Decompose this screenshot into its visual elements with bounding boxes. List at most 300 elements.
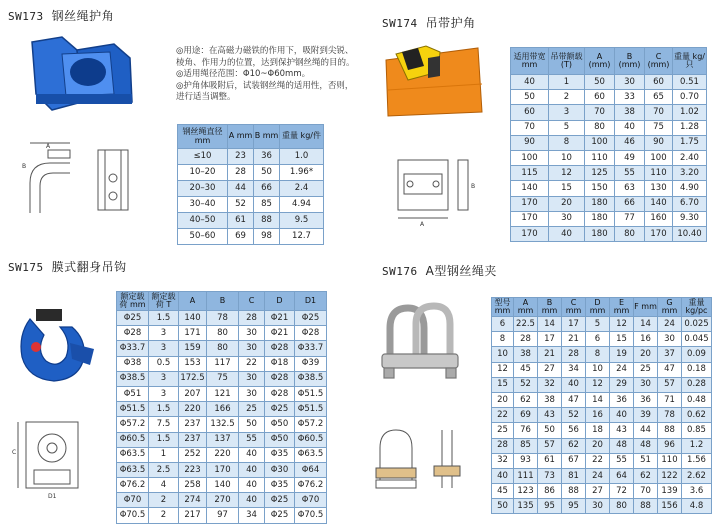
table-cell: 8 <box>586 347 610 362</box>
table-cell: 80 <box>585 120 615 135</box>
svg-text:B: B <box>22 163 27 170</box>
table-cell: Φ63.5 <box>295 447 327 462</box>
table-cell: 78 <box>658 408 682 423</box>
table-row <box>511 166 707 181</box>
table-cell: 0.025 <box>682 317 712 332</box>
table-cell: 30 <box>239 371 265 386</box>
table-cell: 65 <box>645 90 673 105</box>
table-cell: 93 <box>514 453 538 468</box>
table-cell: Φ21 <box>265 311 295 326</box>
table-row <box>117 432 327 447</box>
table-cell: 166 <box>207 402 239 417</box>
table-cell: 40 <box>562 377 586 392</box>
column-header: 重量 kg/pc <box>682 298 712 317</box>
table-cell: 30–40 <box>178 197 228 213</box>
table-cell: 100 <box>645 150 673 165</box>
table-cell: 25 <box>634 362 658 377</box>
table-cell: 19 <box>610 347 634 362</box>
table-cell: Φ33.7 <box>117 341 149 356</box>
table-cell: 15 <box>549 181 585 196</box>
table-cell: 33 <box>615 90 645 105</box>
table-cell: 1.75 <box>673 135 707 150</box>
table-cell: 45 <box>492 484 514 499</box>
table-cell: 170 <box>207 462 239 477</box>
table-cell: 29 <box>610 377 634 392</box>
table-cell: 0.70 <box>673 90 707 105</box>
table-row <box>117 493 327 508</box>
table-cell: 44 <box>634 423 658 438</box>
table-cell: 50–60 <box>178 229 228 245</box>
table-header-row <box>511 48 707 75</box>
table-cell: 37 <box>658 347 682 362</box>
table-cell: 220 <box>179 402 207 417</box>
table-cell: 73 <box>538 468 562 483</box>
svg-text:B: B <box>471 183 476 190</box>
table-cell: Φ30 <box>265 462 295 477</box>
column-header: F mm <box>634 298 658 317</box>
table-cell: 170 <box>511 226 549 241</box>
table-cell: 10 <box>549 150 585 165</box>
column-header: C (mm) <box>645 48 673 75</box>
table-cell: Φ57.2 <box>117 417 149 432</box>
table-cell: 10–20 <box>178 165 228 181</box>
table-cell: Φ25 <box>117 311 149 326</box>
table-cell: 14 <box>634 317 658 332</box>
table-cell: 170 <box>645 226 673 241</box>
column-header: 型号 mm <box>492 298 514 317</box>
sw173-table <box>177 124 324 245</box>
table-row <box>511 181 707 196</box>
table-cell: 80 <box>207 341 239 356</box>
table-row <box>492 484 712 499</box>
table-cell: Φ51.5 <box>117 402 149 417</box>
table-cell: 36 <box>634 392 658 407</box>
table-cell: 28 <box>228 165 254 181</box>
table-cell: 180 <box>585 196 615 211</box>
table-cell: Φ25 <box>265 493 295 508</box>
table-cell: 0.5 <box>149 356 179 371</box>
table-cell: 48 <box>610 438 634 453</box>
table-row <box>117 356 327 371</box>
table-cell: 97 <box>207 508 239 523</box>
table-cell: 50 <box>538 423 562 438</box>
table-cell: 88 <box>634 499 658 514</box>
table-cell: 66 <box>615 196 645 211</box>
table-cell: 98 <box>254 229 280 245</box>
table-cell: 111 <box>514 468 538 483</box>
table-cell: Φ28 <box>265 341 295 356</box>
column-header: 吊带额载 (T) <box>549 48 585 75</box>
table-cell: 40 <box>239 493 265 508</box>
table-cell: 1.56 <box>682 453 712 468</box>
table-cell: 80 <box>610 499 634 514</box>
table-row <box>492 408 712 423</box>
table-cell: 22 <box>586 453 610 468</box>
table-row <box>492 362 712 377</box>
table-cell: 48 <box>634 438 658 453</box>
table-cell: 43 <box>538 408 562 423</box>
table-cell: 223 <box>179 462 207 477</box>
table-row <box>492 453 712 468</box>
table-cell: 77 <box>615 211 645 226</box>
table-cell: 30 <box>615 75 645 90</box>
table-cell: 4.90 <box>673 181 707 196</box>
column-header: 钢丝绳直径 mm <box>178 125 228 149</box>
table-cell: 45 <box>514 362 538 377</box>
table-cell: 15 <box>492 377 514 392</box>
column-header: E mm <box>610 298 634 317</box>
table-cell: 85 <box>514 438 538 453</box>
column-header: 额定载荷 mm <box>117 292 149 311</box>
table-cell: 70 <box>634 484 658 499</box>
sw174-name: 吊带护角 <box>425 16 476 30</box>
table-cell: Φ63.5 <box>117 462 149 477</box>
sw175-code: SW175 <box>8 261 44 274</box>
table-row <box>117 417 327 432</box>
sw173-note-range: ◎适用绳径范围：Φ10~Φ60mm。 <box>176 69 311 79</box>
table-cell: 21 <box>538 347 562 362</box>
table-row <box>492 499 712 514</box>
table-cell: Φ33.7 <box>295 341 327 356</box>
table-cell: 47 <box>562 392 586 407</box>
sw176-drawing <box>372 418 474 500</box>
table-header-row <box>492 298 712 317</box>
table-cell: 88 <box>562 484 586 499</box>
sw173-note-usage: ◎用途：在高磁力磁铁的作用下，吸附到尖锐、棱角、作用力的位置，达到保护钢丝绳的目的。 <box>176 46 355 68</box>
table-cell: 3.6 <box>682 484 712 499</box>
table-cell: 27 <box>586 484 610 499</box>
table-cell: 61 <box>228 213 254 229</box>
table-cell: 1.28 <box>673 120 707 135</box>
table-cell: 0.85 <box>682 423 712 438</box>
table-cell: 207 <box>179 386 207 401</box>
column-header: A mm <box>228 125 254 149</box>
table-cell: Φ70.5 <box>295 508 327 523</box>
table-cell: 2.62 <box>682 468 712 483</box>
table-row <box>178 181 324 197</box>
table-cell: 18 <box>586 423 610 438</box>
table-cell: 2 <box>149 508 179 523</box>
table-cell: 69 <box>514 408 538 423</box>
column-header: 适用带宽 mm <box>511 48 549 75</box>
table-cell: 52 <box>514 377 538 392</box>
table-cell: 55 <box>615 166 645 181</box>
table-cell: 25 <box>492 423 514 438</box>
table-cell: 64 <box>610 468 634 483</box>
svg-text:C: C <box>12 449 17 456</box>
table-cell: 217 <box>179 508 207 523</box>
table-cell: Φ38.5 <box>117 371 149 386</box>
table-cell: 20–30 <box>178 181 228 197</box>
table-cell: 140 <box>645 196 673 211</box>
table-cell: 75 <box>645 120 673 135</box>
table-cell: 30 <box>586 499 610 514</box>
table-row <box>492 332 712 347</box>
table-cell: 30 <box>549 211 585 226</box>
table-cell: 123 <box>514 484 538 499</box>
table-cell: 0.48 <box>682 392 712 407</box>
table-cell: 2.40 <box>673 150 707 165</box>
table-cell: Φ35 <box>265 447 295 462</box>
table-cell: 160 <box>645 211 673 226</box>
table-row <box>492 347 712 362</box>
table-cell: Φ76.2 <box>117 478 149 493</box>
table-cell: 170 <box>511 211 549 226</box>
sw174-title <box>382 14 476 31</box>
column-header: A <box>179 292 207 311</box>
column-header: B mm <box>254 125 280 149</box>
table-cell: 36 <box>610 392 634 407</box>
table-cell: 70 <box>645 105 673 120</box>
table-row <box>492 468 712 483</box>
table-cell: 6 <box>492 317 514 332</box>
table-cell: 95 <box>562 499 586 514</box>
table-cell: 220 <box>207 447 239 462</box>
table-cell: 117 <box>207 356 239 371</box>
table-cell: 4.94 <box>280 197 324 213</box>
table-cell: 30 <box>634 377 658 392</box>
svg-text:D1: D1 <box>48 493 57 500</box>
table-cell: 34 <box>562 362 586 377</box>
table-cell: Φ50 <box>265 417 295 432</box>
table-cell: 70 <box>511 120 549 135</box>
table-cell: 172.5 <box>179 371 207 386</box>
table-cell: 237 <box>179 432 207 447</box>
table-cell: 80 <box>207 326 239 341</box>
table-cell: 61 <box>538 453 562 468</box>
table-cell: 67 <box>562 453 586 468</box>
table-header-row <box>178 125 324 149</box>
table-cell: Φ28 <box>117 326 149 341</box>
table-cell: 2 <box>149 493 179 508</box>
column-header: 重量 kg/只 <box>673 48 707 75</box>
column-header: B (mm) <box>615 48 645 75</box>
sw175-drawing <box>12 414 102 506</box>
table-row <box>117 371 327 386</box>
table-cell: 1.5 <box>149 432 179 447</box>
table-cell: Φ51.5 <box>295 386 327 401</box>
sw173-name: 钢丝绳护角 <box>51 9 115 23</box>
table-cell: 30 <box>239 386 265 401</box>
table-cell: 10 <box>492 347 514 362</box>
table-cell: 81 <box>562 468 586 483</box>
table-cell: 0.18 <box>682 362 712 377</box>
table-cell: 110 <box>658 453 682 468</box>
table-cell: 50 <box>511 90 549 105</box>
table-cell: 1 <box>549 75 585 90</box>
column-header: D mm <box>586 298 610 317</box>
column-header: D <box>265 292 295 311</box>
column-header: B <box>207 292 239 311</box>
table-cell: 66 <box>254 181 280 197</box>
table-cell: 12 <box>492 362 514 377</box>
table-cell: 17 <box>538 332 562 347</box>
table-cell: 95 <box>538 499 562 514</box>
table-cell: 137 <box>207 432 239 447</box>
table-cell: 52 <box>228 197 254 213</box>
table-cell: 46 <box>615 135 645 150</box>
table-cell: 22.5 <box>514 317 538 332</box>
table-cell: 3 <box>149 386 179 401</box>
table-cell: Φ57.2 <box>295 417 327 432</box>
table-row <box>117 386 327 401</box>
table-cell: 90 <box>645 135 673 150</box>
column-header: A mm <box>514 298 538 317</box>
table-cell: 32 <box>492 453 514 468</box>
sw175-table <box>116 291 327 524</box>
table-cell: 2.5 <box>149 462 179 477</box>
table-cell: 6.70 <box>673 196 707 211</box>
table-cell: 23 <box>228 149 254 165</box>
sw176-name: A型钢丝绳夹 <box>425 264 497 278</box>
table-row <box>511 75 707 90</box>
table-row <box>178 149 324 165</box>
table-cell: 62 <box>562 438 586 453</box>
table-cell: 156 <box>658 499 682 514</box>
table-row <box>492 392 712 407</box>
table-cell: 2 <box>549 90 585 105</box>
table-cell: 60 <box>585 90 615 105</box>
table-cell: 88 <box>658 423 682 438</box>
table-row <box>117 311 327 326</box>
table-cell: 274 <box>179 493 207 508</box>
sw175-product-photo <box>10 305 100 387</box>
table-cell: Φ28 <box>265 371 295 386</box>
table-cell: 47 <box>658 362 682 377</box>
sw173-product-photo <box>22 32 142 117</box>
table-cell: 38 <box>615 105 645 120</box>
table-cell: Φ25 <box>295 311 327 326</box>
table-cell: 16 <box>634 332 658 347</box>
table-cell: 51 <box>634 453 658 468</box>
table-cell: 14 <box>586 392 610 407</box>
table-cell: 258 <box>179 478 207 493</box>
table-cell: 140 <box>207 478 239 493</box>
table-cell: 38 <box>514 347 538 362</box>
table-cell: 4 <box>149 478 179 493</box>
table-cell: 5 <box>549 120 585 135</box>
table-cell: 0.51 <box>673 75 707 90</box>
table-cell: 5 <box>586 317 610 332</box>
table-cell: 10 <box>586 362 610 377</box>
column-header: G mm <box>658 298 682 317</box>
table-row <box>178 229 324 245</box>
table-cell: 30 <box>239 341 265 356</box>
sw173-title <box>8 7 114 24</box>
svg-text:A: A <box>46 143 51 150</box>
table-cell: 60 <box>511 105 549 120</box>
sw174-product-photo <box>378 40 490 120</box>
table-cell: Φ35 <box>265 478 295 493</box>
table-cell: 12.7 <box>280 229 324 245</box>
table-cell: 15 <box>610 332 634 347</box>
table-cell: 63 <box>615 181 645 196</box>
table-cell: Φ76.2 <box>295 478 327 493</box>
table-cell: Φ60.5 <box>117 432 149 447</box>
table-cell: 1 <box>149 447 179 462</box>
table-cell: Φ28 <box>295 326 327 341</box>
table-cell: Φ51 <box>117 386 149 401</box>
sw176-product-photo <box>370 298 472 398</box>
table-cell: 9.5 <box>280 213 324 229</box>
table-cell: 121 <box>207 386 239 401</box>
sw173-drawing <box>20 138 140 220</box>
table-cell: 52 <box>562 408 586 423</box>
table-cell: 100 <box>585 135 615 150</box>
table-cell: 6 <box>586 332 610 347</box>
table-cell: 60 <box>645 75 673 90</box>
table-cell: 28 <box>562 347 586 362</box>
table-cell: 8 <box>549 135 585 150</box>
table-cell: 21 <box>562 332 586 347</box>
table-cell: 40–50 <box>178 213 228 229</box>
table-cell: 40 <box>615 120 645 135</box>
table-cell: 50 <box>254 165 280 181</box>
table-row <box>117 326 327 341</box>
table-cell: 125 <box>585 166 615 181</box>
table-cell: 44 <box>228 181 254 197</box>
table-cell: 80 <box>615 226 645 241</box>
table-cell: 62 <box>634 468 658 483</box>
table-row <box>178 165 324 181</box>
table-cell: Φ25 <box>265 508 295 523</box>
table-cell: 40 <box>239 462 265 477</box>
table-cell: 28 <box>514 332 538 347</box>
table-cell: 30 <box>658 332 682 347</box>
table-cell: 130 <box>645 181 673 196</box>
column-header: A (mm) <box>585 48 615 75</box>
table-cell: 28 <box>239 311 265 326</box>
table-cell: 55 <box>610 453 634 468</box>
table-cell: 85 <box>254 197 280 213</box>
table-cell: 24 <box>658 317 682 332</box>
table-cell: 139 <box>658 484 682 499</box>
table-cell: 20 <box>492 392 514 407</box>
table-cell: 1.2 <box>682 438 712 453</box>
table-cell: 100 <box>511 150 549 165</box>
table-cell: 1.5 <box>149 311 179 326</box>
table-cell: 153 <box>179 356 207 371</box>
table-cell: 49 <box>615 150 645 165</box>
table-cell: 27 <box>538 362 562 377</box>
table-row <box>511 226 707 241</box>
table-row <box>178 197 324 213</box>
table-cell: 1.02 <box>673 105 707 120</box>
table-cell: 70 <box>585 105 615 120</box>
table-cell: 24 <box>586 468 610 483</box>
table-cell: 78 <box>207 311 239 326</box>
table-cell: 171 <box>179 326 207 341</box>
table-cell: 40 <box>511 75 549 90</box>
table-cell: 20 <box>586 438 610 453</box>
table-row <box>178 213 324 229</box>
table-row <box>511 135 707 150</box>
table-cell: 22 <box>492 408 514 423</box>
table-cell: Φ51.5 <box>295 402 327 417</box>
table-cell: Φ28 <box>265 386 295 401</box>
table-cell: 30 <box>239 326 265 341</box>
table-cell: Φ63.5 <box>117 447 149 462</box>
table-cell: Φ64 <box>295 462 327 477</box>
table-cell: 135 <box>514 499 538 514</box>
table-cell: 170 <box>511 196 549 211</box>
table-cell: 110 <box>585 150 615 165</box>
table-cell: Φ21 <box>265 326 295 341</box>
table-cell: 40 <box>239 478 265 493</box>
table-cell: 7.5 <box>149 417 179 432</box>
table-cell: 20 <box>634 347 658 362</box>
table-row <box>511 90 707 105</box>
